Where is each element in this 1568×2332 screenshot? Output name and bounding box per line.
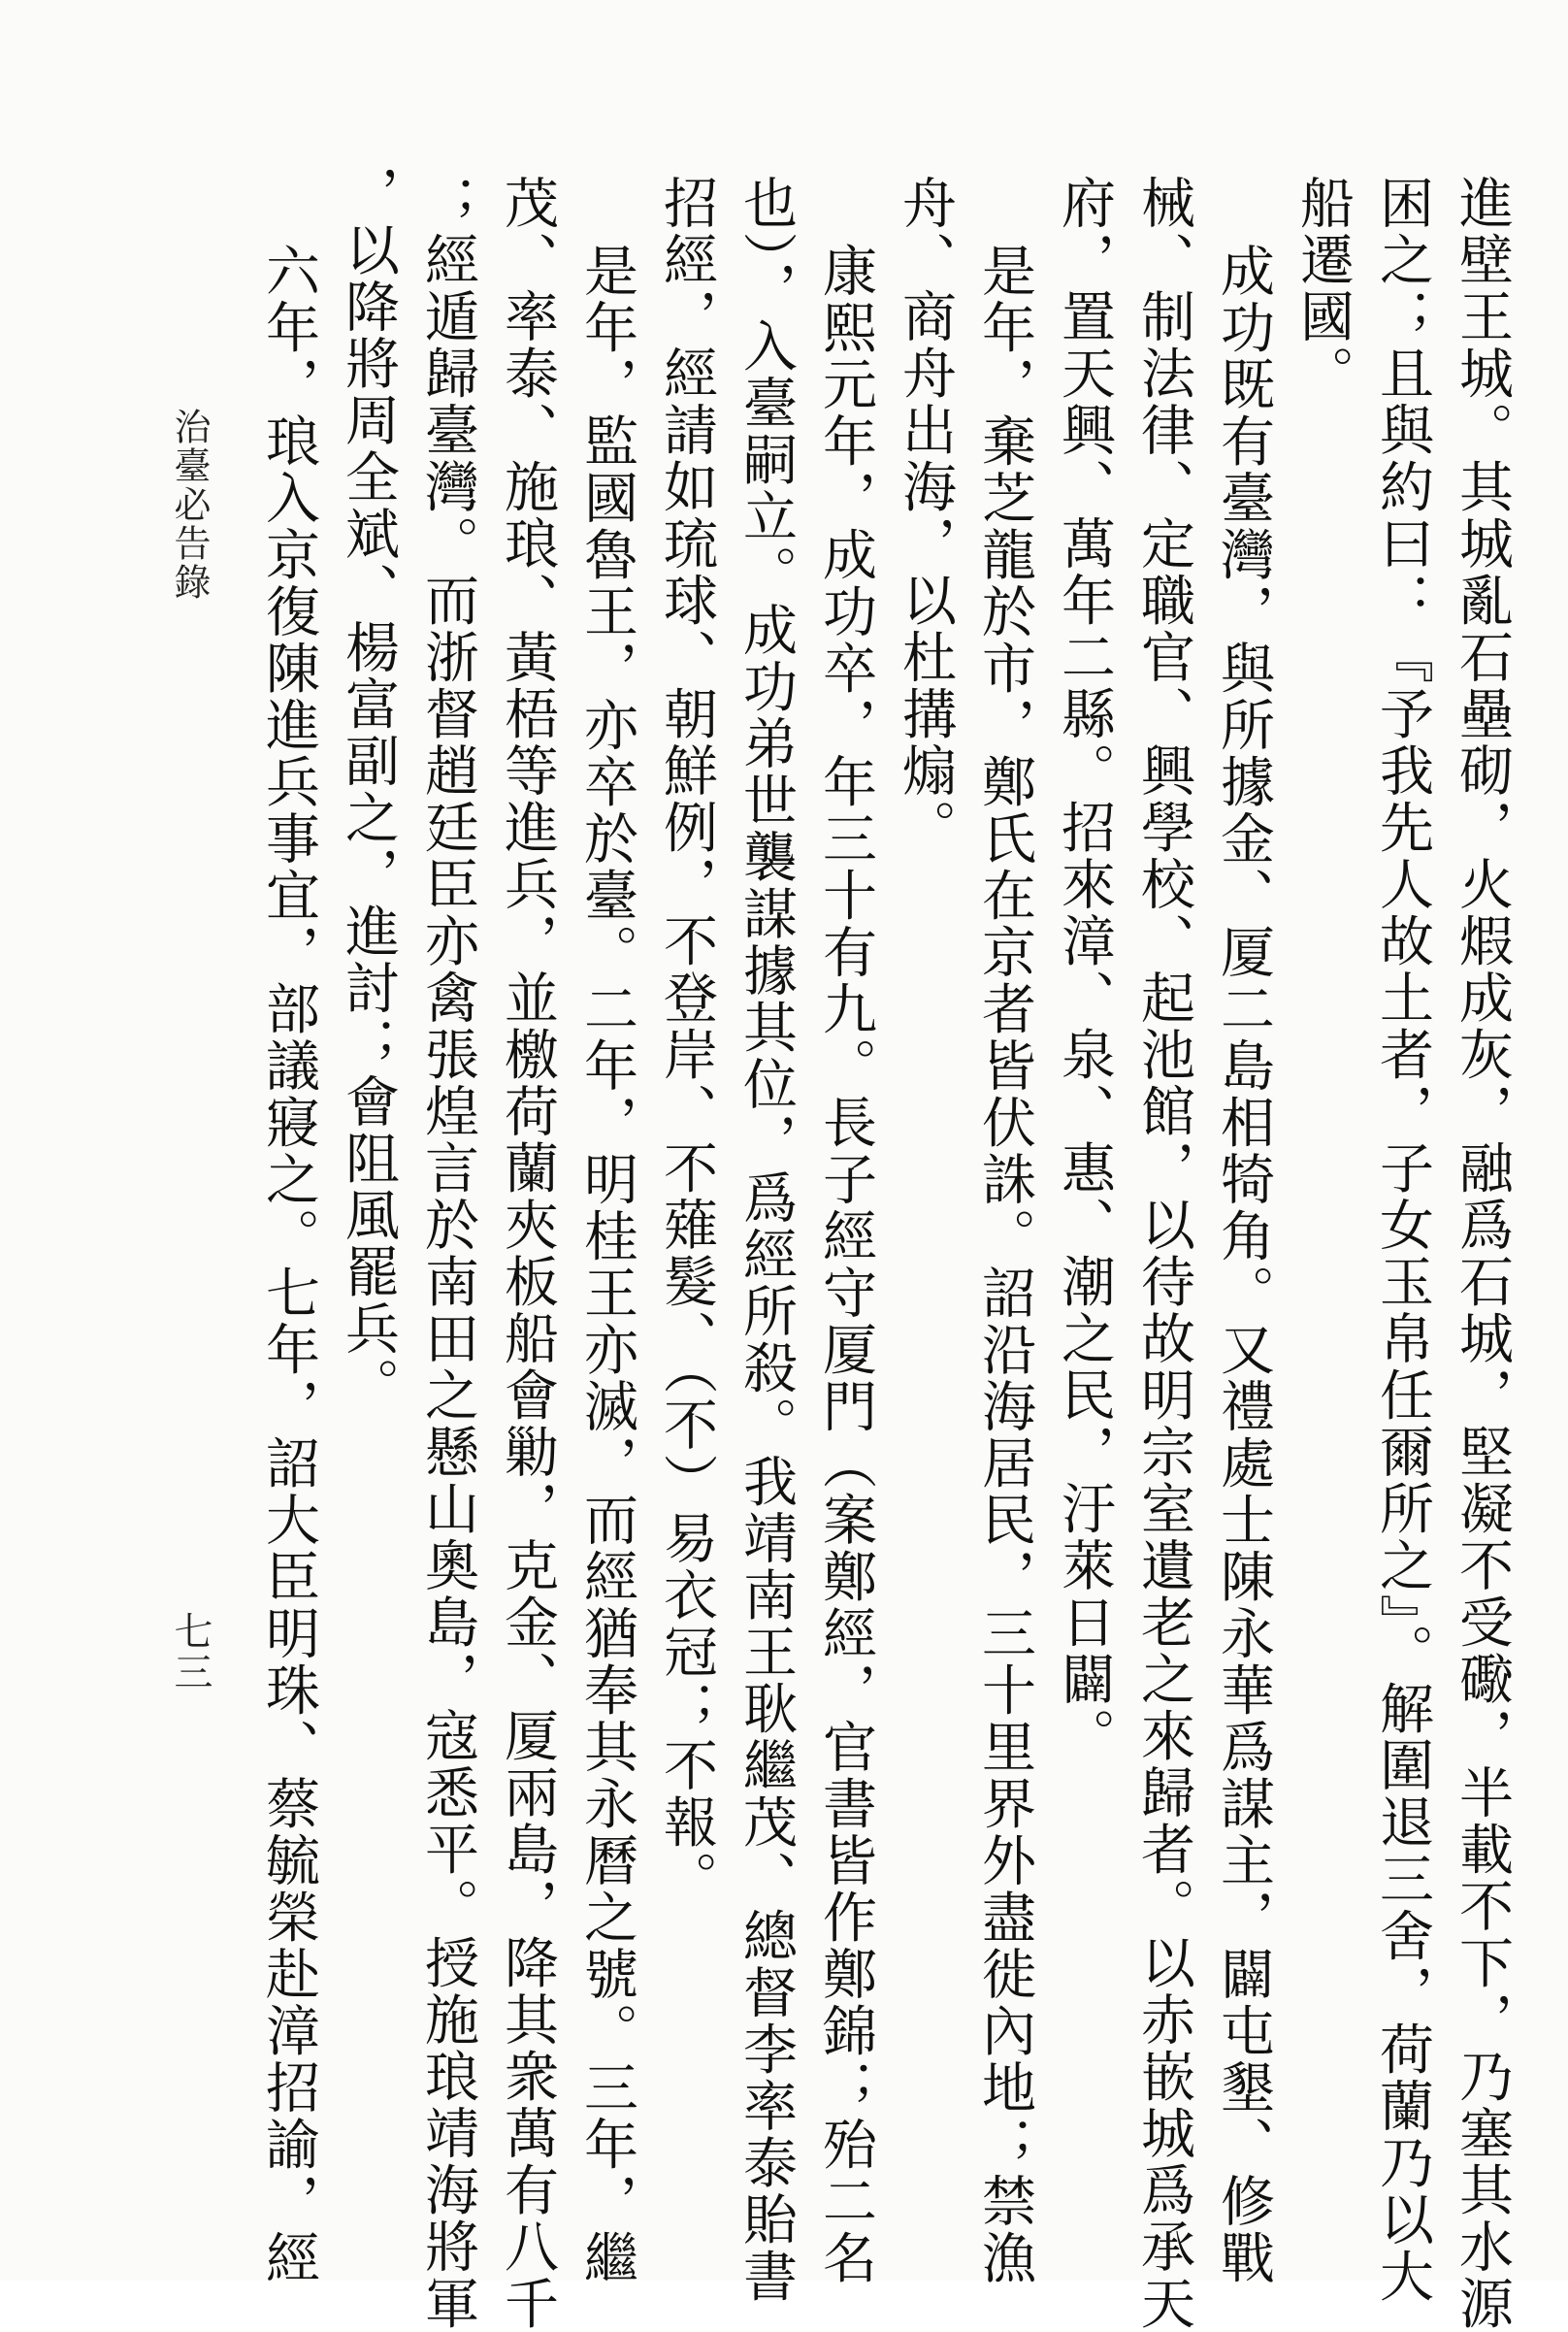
- running-head: 治臺必告錄: [168, 408, 211, 602]
- text-column: ；經遁歸臺灣。而浙督趙廷臣亦禽張煌言於南田之懸山奧島，寇悉平。授施琅靖海將軍: [416, 175, 479, 2332]
- text-column: 府，置天興、萬年二縣。招來漳、泉、惠、潮之民，汙萊日闢。: [1053, 175, 1116, 1764]
- text-column: 招經，經請如琉球、朝鮮例，不登岸、不薙髮、（不）易衣冠；不報。: [655, 175, 718, 1908]
- page-number: 七三: [168, 1611, 212, 1692]
- text-column: 進壁王城。其城亂石壘砌，火煆成灰，融爲石城，堅凝不受礮，半載不下，乃塞其水源: [1451, 175, 1514, 2332]
- text-column: 是年，棄芝龍於市，鄭氏在京者皆伏誅。詔沿海居民，三十里界外盡徙內地；禁漁: [973, 243, 1036, 2286]
- text-column: 船遷國。: [1291, 175, 1355, 402]
- text-column: 六年，琅入京復陳進兵事宜，部議寢之。七年，詔大臣明珠、蔡毓榮赴漳招諭，經: [257, 243, 320, 2286]
- text-column: 械、制法律、定職官、興學校、起池館，以待故明宗室遺老之來歸者。以赤嵌城爲承天: [1132, 175, 1195, 2332]
- text-column: ，以降將周全斌、楊富副之，進討；會阻風罷兵。: [337, 165, 400, 1414]
- text-column: 也），入臺嗣立。成功弟世襲謀據其位，爲經所殺。我靖南王耿繼茂、總督李率泰貽書: [735, 175, 798, 2305]
- text-column: 舟、商舟出海，以杜搆煽。: [894, 175, 957, 856]
- text-column: 成功既有臺灣，與所據金、厦二島相犄角。又禮處士陳永華爲謀主，闢屯墾、修戰: [1212, 243, 1275, 2286]
- text-column: 康熙元年，成功卒，年三十有九。長子經守厦門（案鄭經，官書皆作鄭錦；殆二名: [814, 243, 877, 2286]
- text-column: 是年，監國魯王，亦卒於臺。二年，明桂王亦滅，而經猶奉其永曆之號。三年，繼: [575, 243, 638, 2286]
- text-column: 困之；且與約曰：『予我先人故土者，子女玉帛任爾所之』。解圍退三舍，荷蘭乃以大: [1371, 175, 1434, 2305]
- text-column: 茂、率泰、施琅、黃梧等進兵，並檄荷蘭夾板船會勦，克金、厦兩島，降其衆萬有八千: [496, 175, 559, 2332]
